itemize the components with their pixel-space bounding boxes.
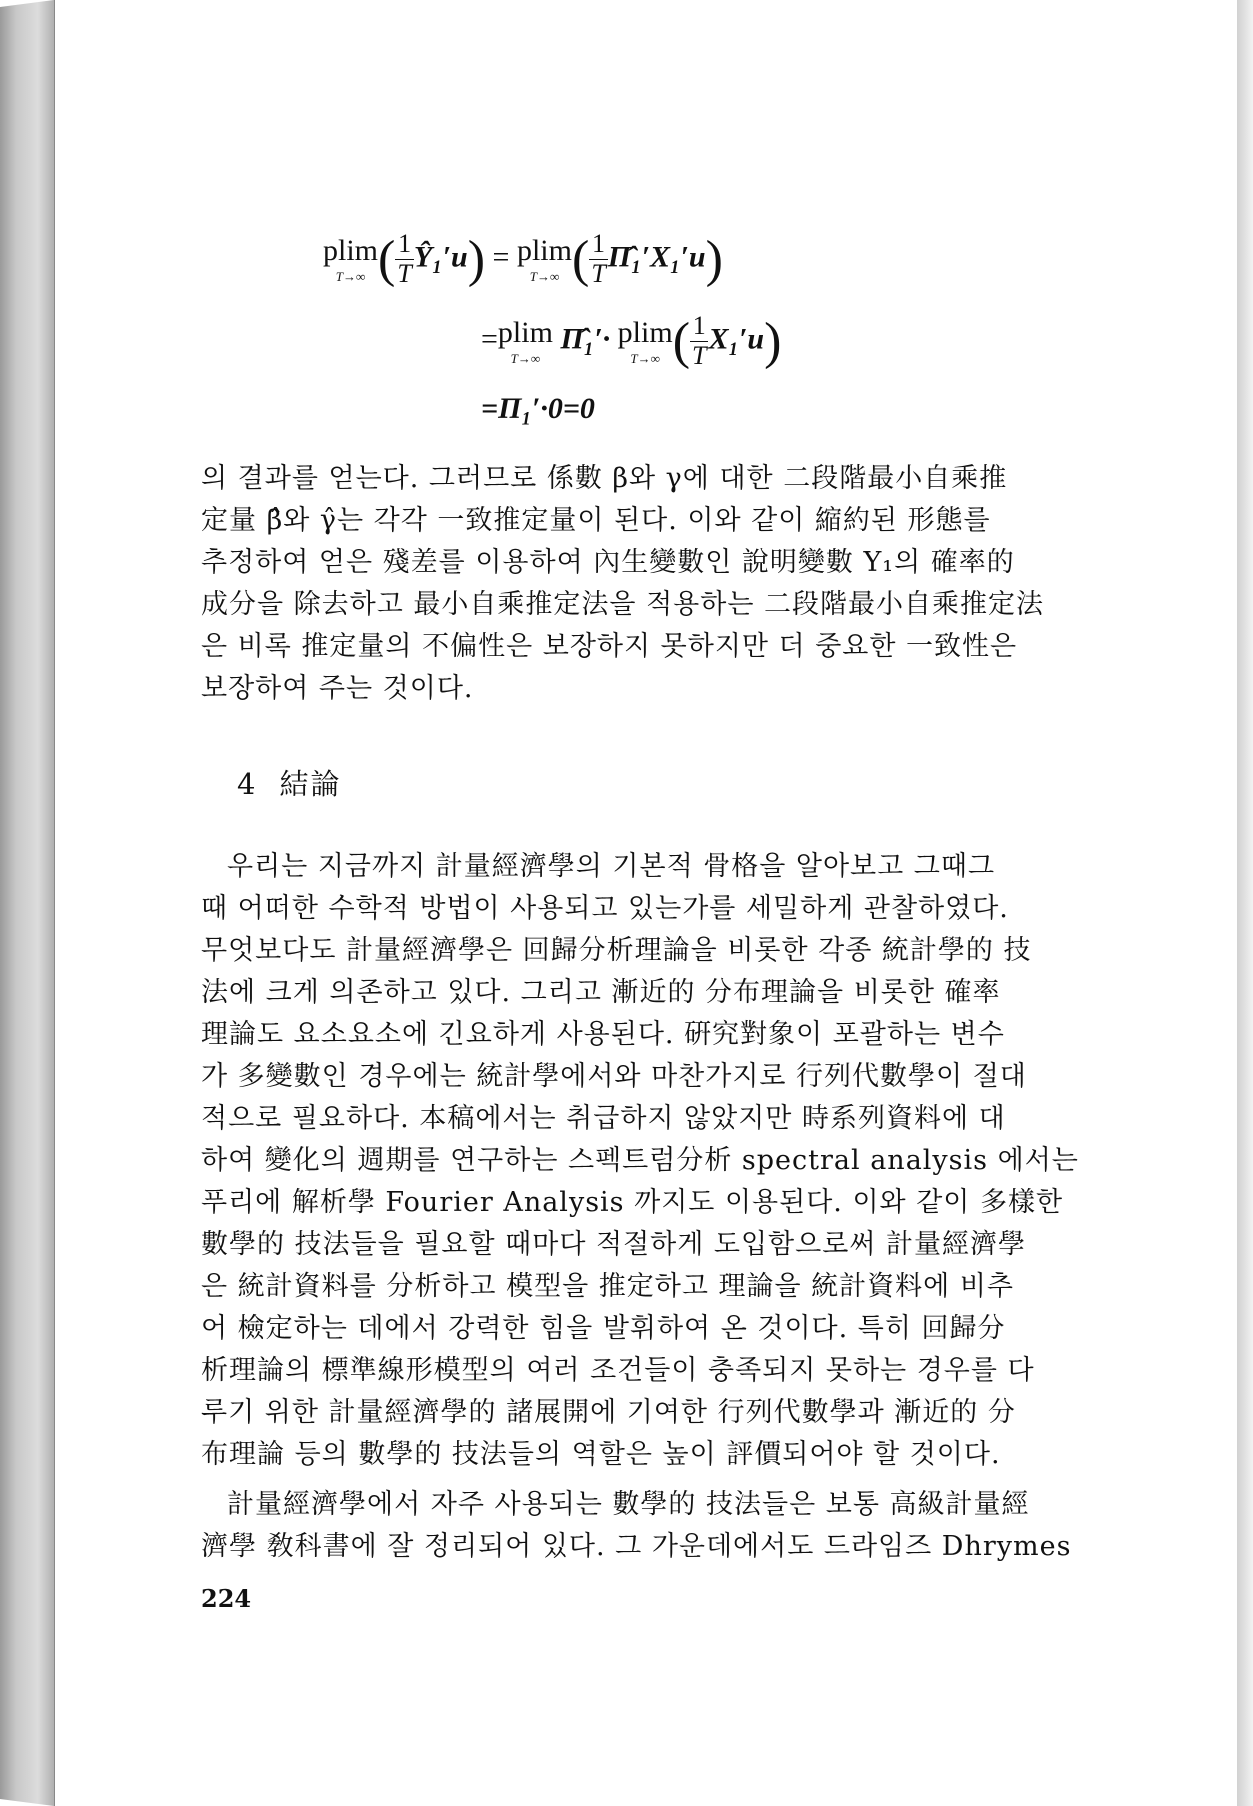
text-line: 우리는 지금까지 計量經濟學의 기본적 骨格을 알아보고 그때그 bbox=[227, 851, 996, 882]
book-spine-edge bbox=[0, 0, 54, 1806]
fraction: $\frac{1}{T}$ bbox=[591, 229, 606, 288]
text-line: 의 결과를 얻는다. 그러므로 係數 β와 γ에 대한 二段階最小自乘推 bbox=[201, 463, 1008, 494]
equation-line-2: =plim T→∞ Π̂₁′· plim T→∞ ( $\frac{1}{T}$ X₁′u) bbox=[481, 311, 782, 370]
text-line: 추정하여 얻은 殘差를 이용하여 內生變數인 說明變數 Y₁의 確率的 bbox=[201, 547, 1015, 578]
page-right-shadow bbox=[1236, 0, 1253, 1806]
paragraph-3 bbox=[201, 1484, 1101, 1568]
text-line: 濟學 敎科書에 잘 정리되어 있다. 그 가운데에서도 드라임즈 Dhrymes bbox=[201, 1531, 1072, 1562]
text-line: 가 多變數인 경우에는 統計學에서와 마찬가지로 行列代數學이 절대 bbox=[201, 1061, 1027, 1092]
plim-operator: plim T→∞ bbox=[516, 234, 572, 284]
plim-operator: plim T→∞ bbox=[323, 234, 379, 284]
page-number: 224 bbox=[201, 1584, 252, 1613]
text-line: 하여 變化의 週期를 연구하는 스펙트럼分析 spectral analysis 에서는 bbox=[201, 1145, 1079, 1176]
text-line: 定量 β̂와 γ̂는 각각 一致推定量이 된다. 이와 같이 縮約된 形態를 bbox=[201, 505, 991, 536]
plim-operator: plim T→∞ bbox=[617, 316, 673, 366]
fraction: $\frac{1}{T}$ bbox=[397, 229, 412, 288]
text-line: 理論도 요소요소에 긴요하게 사용된다. 硏究對象이 포괄하는 변수 bbox=[201, 1019, 1005, 1050]
plim-operator: plim T→∞ bbox=[497, 316, 553, 366]
book-page bbox=[54, 0, 1237, 1806]
text-line: 적으로 필요하다. 本稿에서는 취급하지 않았지만 時系列資料에 대 bbox=[201, 1103, 1006, 1134]
section-heading bbox=[237, 762, 341, 803]
paragraph-1 bbox=[201, 458, 1101, 710]
text-line: 은 비록 推定量의 不偏性은 보장하지 못하지만 더 중요한 一致性은 bbox=[201, 631, 1018, 662]
section-number: 4 bbox=[237, 767, 258, 801]
text-line: 무엇보다도 計量經濟學은 回歸分析理論을 비롯한 각종 統計學的 技 bbox=[201, 935, 1032, 966]
text-line: 數學的 技法들을 필요할 때마다 적절하게 도입함으로써 計量經濟學 bbox=[201, 1229, 1026, 1260]
text-line: 어 檢定하는 데에서 강력한 힘을 발휘하여 온 것이다. 특히 回歸分 bbox=[201, 1313, 1006, 1344]
text-line: 은 統計資料를 分析하고 模型을 推定하고 理論을 統計資料에 비추 bbox=[201, 1271, 1014, 1302]
equation-line-1: plim T→∞ ( $\frac{1}{T}$ Ŷ₁′u) = plim T→∞ ( $\frac{1}{T}$ Π̂₁′X₁′u) bbox=[323, 229, 723, 288]
text-line: 푸리에 解析學 Fourier Analysis 까지도 이용된다. 이와 같이 多樣한 bbox=[201, 1187, 1064, 1218]
text-line: 成分을 除去하고 最小自乘推定法을 적용하는 二段階最小自乘推定法 bbox=[201, 589, 1044, 620]
section-title: 結論 bbox=[279, 767, 342, 801]
text-line: 때 어떠한 수학적 방법이 사용되고 있는가를 세밀하게 관찰하였다. bbox=[201, 893, 1009, 924]
text-line: 루기 위한 計量經濟學的 諸展開에 기여한 行列代數學과 漸近的 分 bbox=[201, 1397, 1016, 1428]
fraction: $\frac{1}{T}$ bbox=[692, 311, 707, 370]
paragraph-2 bbox=[201, 846, 1101, 1476]
equation-line-3: =Π₁′·0=0 bbox=[481, 392, 595, 425]
text-line: 法에 크게 의존하고 있다. 그리고 漸近的 分布理論을 비롯한 確率 bbox=[201, 977, 1001, 1008]
text-line: 計量經濟學에서 자주 사용되는 數學的 技法들은 보통 高級計量經 bbox=[227, 1489, 1030, 1520]
text-line: 析理論의 標準線形模型의 여러 조건들이 충족되지 못하는 경우를 다 bbox=[201, 1355, 1035, 1386]
text-line: 布理論 등의 數學的 技法들의 역할은 높이 評價되어야 할 것이다. bbox=[201, 1439, 1001, 1470]
text-line: 보장하여 주는 것이다. bbox=[201, 673, 474, 704]
